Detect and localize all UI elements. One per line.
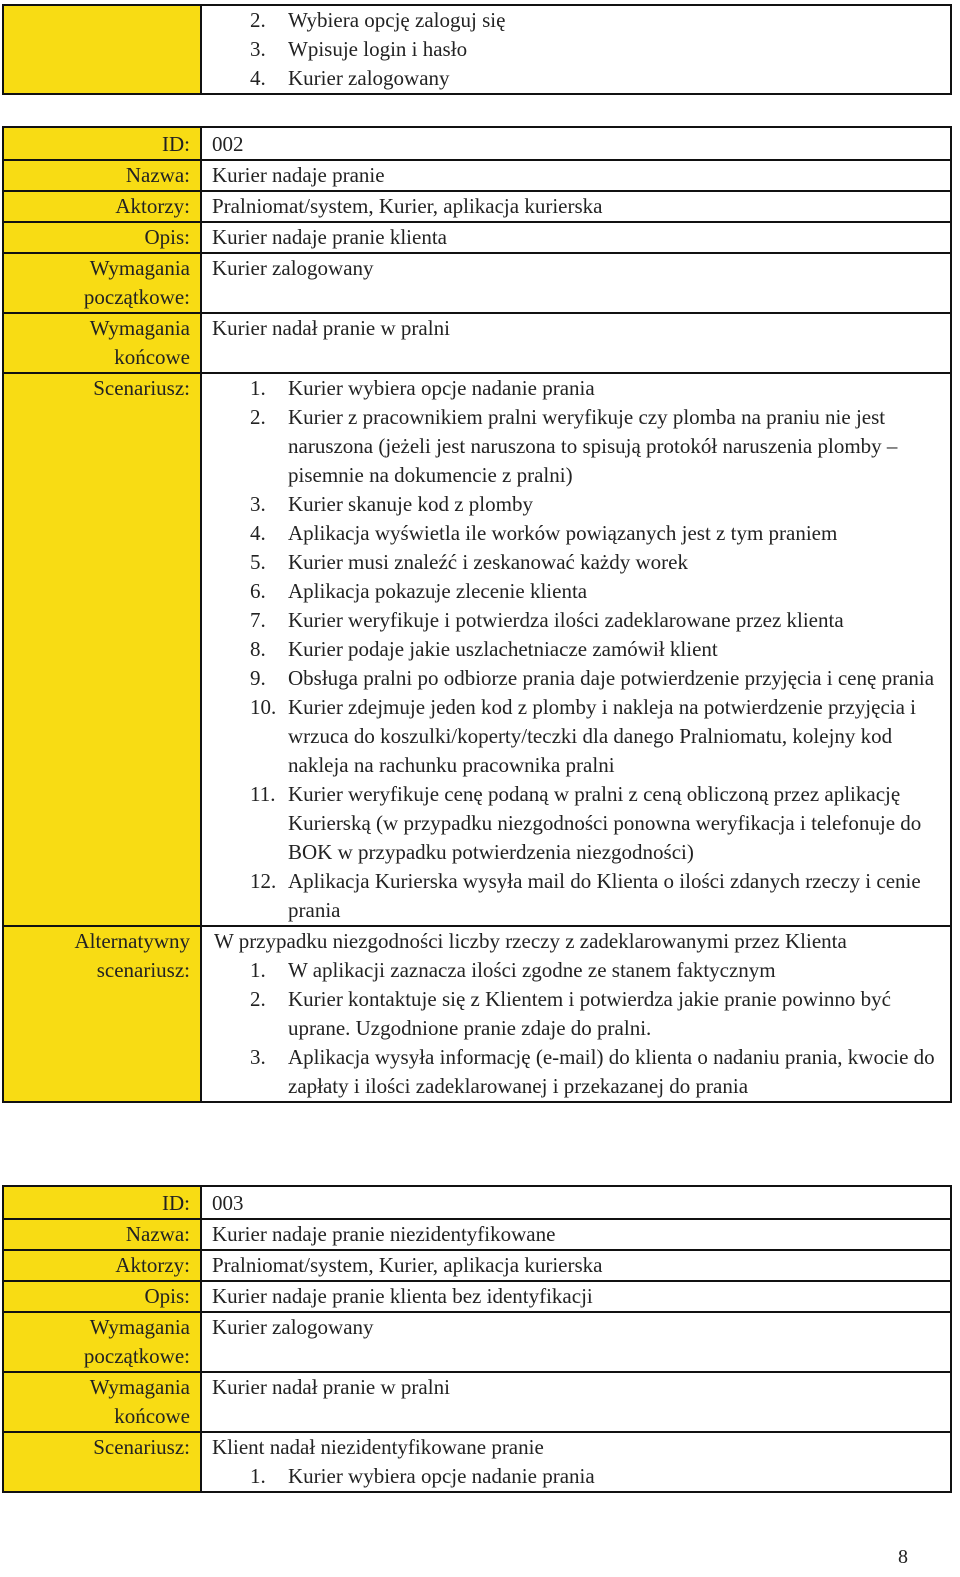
list-item: 2. Kurier z pracownikiem pralni weryfikuje czy plomba na praniu nie jest naruszona (jeżeli jest naruszona to spisują protokół naruszenia plomby – pisemnie na dokumencie z pralni) — [250, 405, 898, 487]
aktorzy-label: Aktorzy: — [3, 191, 201, 222]
list-item: 4. Kurier zalogowany — [250, 66, 450, 90]
table-row — [3, 926, 951, 1102]
list-item: 5. Kurier musi znaleźć i zeskanować każdy worek — [250, 550, 688, 574]
list-item: 4. Aplikacja wyświetla ile worków powiązanych jest z tym praniem — [250, 521, 838, 545]
aktorzy-value: Pralniomat/system, Kurier, aplikacja kurierska — [201, 1250, 951, 1281]
wymagania-poczatkowe-value: Kurier zalogowany — [201, 1312, 951, 1372]
table-row — [3, 222, 951, 253]
scenariusz-value — [201, 373, 951, 926]
table-row — [3, 1250, 951, 1281]
fragment-row — [3, 5, 951, 94]
aktorzy-value: Pralniomat/system, Kurier, aplikacja kurierska — [201, 191, 951, 222]
nazwa-value: Kurier nadaje pranie — [201, 160, 951, 191]
wymagania-koncowe-label: Wymagania końcowe — [3, 313, 201, 373]
aktorzy-label: Aktorzy: — [3, 1250, 201, 1281]
fragment-steps-list — [212, 6, 950, 93]
list-item: 9. Obsługa pralni po odbiorze prania daje potwierdzenie przyjęcia i cenę prania — [250, 666, 935, 690]
table-row — [3, 127, 951, 160]
table-row — [3, 1312, 951, 1372]
wymagania-koncowe-label: Wymagania końcowe — [3, 1372, 201, 1432]
list-item: 10. Kurier zdejmuje jeden kod z plomby i nakleja na potwierdzenie przyjęcia i wrzuca do koszulki/koperty/teczki dla danego Pralniomatu, kolejny kod nakleja na rachunku pracownika pralni — [250, 695, 917, 777]
scenariusz-value — [201, 1432, 951, 1492]
use-case-003-table — [2, 1185, 952, 1493]
id-label: ID: — [3, 1186, 201, 1219]
nazwa-label: Nazwa: — [3, 160, 201, 191]
scenariusz-intro-text: Klient nadał niezidentyfikowane pranie — [212, 1435, 544, 1459]
table-row — [3, 1432, 951, 1492]
table-row — [3, 191, 951, 222]
list-item: 3. Kurier skanuje kod z plomby — [250, 492, 533, 516]
alternatywny-scenariusz-label: Alternatywny scenariusz: — [3, 926, 201, 1102]
opis-label: Opis: — [3, 222, 201, 253]
table-row — [3, 1281, 951, 1312]
list-item: 1. Kurier wybiera opcje nadanie prania — [250, 1464, 595, 1488]
scenariusz-label: Scenariusz: — [3, 373, 201, 926]
alternatywny-scenariusz-value — [201, 926, 951, 1102]
scenariusz-steps-list — [212, 374, 950, 925]
fragment-steps-cell — [201, 5, 951, 94]
scenariusz-label: Scenariusz: — [3, 1432, 201, 1492]
table-row — [3, 1219, 951, 1250]
scenariusz-steps-list — [212, 1462, 950, 1491]
list-item: 3. Wpisuje login i hasło — [250, 37, 468, 61]
list-item: 1. W aplikacji zaznacza ilości zgodne ze stanem faktycznym — [250, 958, 776, 982]
list-item: 7. Kurier weryfikuje i potwierdza ilości zadeklarowane przez klienta — [250, 608, 844, 632]
use-case-002-table — [2, 126, 952, 1103]
table-row — [3, 1186, 951, 1219]
fragment-label-cell — [3, 5, 201, 94]
wymagania-koncowe-value: Kurier nadał pranie w pralni — [201, 313, 951, 373]
table-row — [3, 313, 951, 373]
table-row — [3, 373, 951, 926]
list-item: 1. Kurier wybiera opcje nadanie prania — [250, 376, 595, 400]
nazwa-value: Kurier nadaje pranie niezidentyfikowane — [201, 1219, 951, 1250]
wymagania-poczatkowe-value: Kurier zalogowany — [201, 253, 951, 313]
opis-value: Kurier nadaje pranie klienta bez identyfikacji — [201, 1281, 951, 1312]
wymagania-poczatkowe-label: Wymagania początkowe: — [3, 1312, 201, 1372]
use-case-fragment-table — [2, 4, 952, 95]
table-row — [3, 253, 951, 313]
table-row — [3, 1372, 951, 1432]
id-value: 003 — [201, 1186, 951, 1219]
nazwa-label: Nazwa: — [3, 1219, 201, 1250]
list-item: 12. Aplikacja Kurierska wysyła mail do Klienta o ilości zdanych rzeczy i cenie prania — [250, 869, 921, 922]
table-row — [3, 160, 951, 191]
wymagania-poczatkowe-label: Wymagania początkowe: — [3, 253, 201, 313]
opis-label: Opis: — [3, 1281, 201, 1312]
opis-value: Kurier nadaje pranie klienta — [201, 222, 951, 253]
list-item: 2. Wybiera opcję zaloguj się — [250, 8, 506, 32]
page-number: 8 — [898, 1546, 908, 1568]
list-item: 2. Kurier kontaktuje się z Klientem i potwierdza jakie pranie powinno być uprane. Uzgodnione pranie zdaje do pralni. — [250, 987, 891, 1040]
list-item: 11. Kurier weryfikuje cenę podaną w pralni z ceną obliczoną przez aplikację Kurierską (w przypadku niezgodności ponowna weryfikacja i telefonuje do BOK w przypadku potwierdzenia niezgodności) — [250, 782, 922, 864]
wymagania-koncowe-value: Kurier nadał pranie w pralni — [201, 1372, 951, 1432]
id-label: ID: — [3, 127, 201, 160]
alt-steps-list — [212, 956, 950, 1101]
list-item: 6. Aplikacja pokazuje zlecenie klienta — [250, 579, 588, 603]
alt-intro-text: W przypadku niezgodności liczby rzeczy z zadeklarowanymi przez Klienta — [214, 929, 847, 953]
list-item: 3. Aplikacja wysyła informację (e-mail) do klienta o nadaniu prania, kwocie do zapłaty i ilości zadeklarowanej i przekazanej do prania — [250, 1045, 935, 1098]
list-item: 8. Kurier podaje jakie uszlachetniacze zamówił klient — [250, 637, 718, 661]
id-value: 002 — [201, 127, 951, 160]
